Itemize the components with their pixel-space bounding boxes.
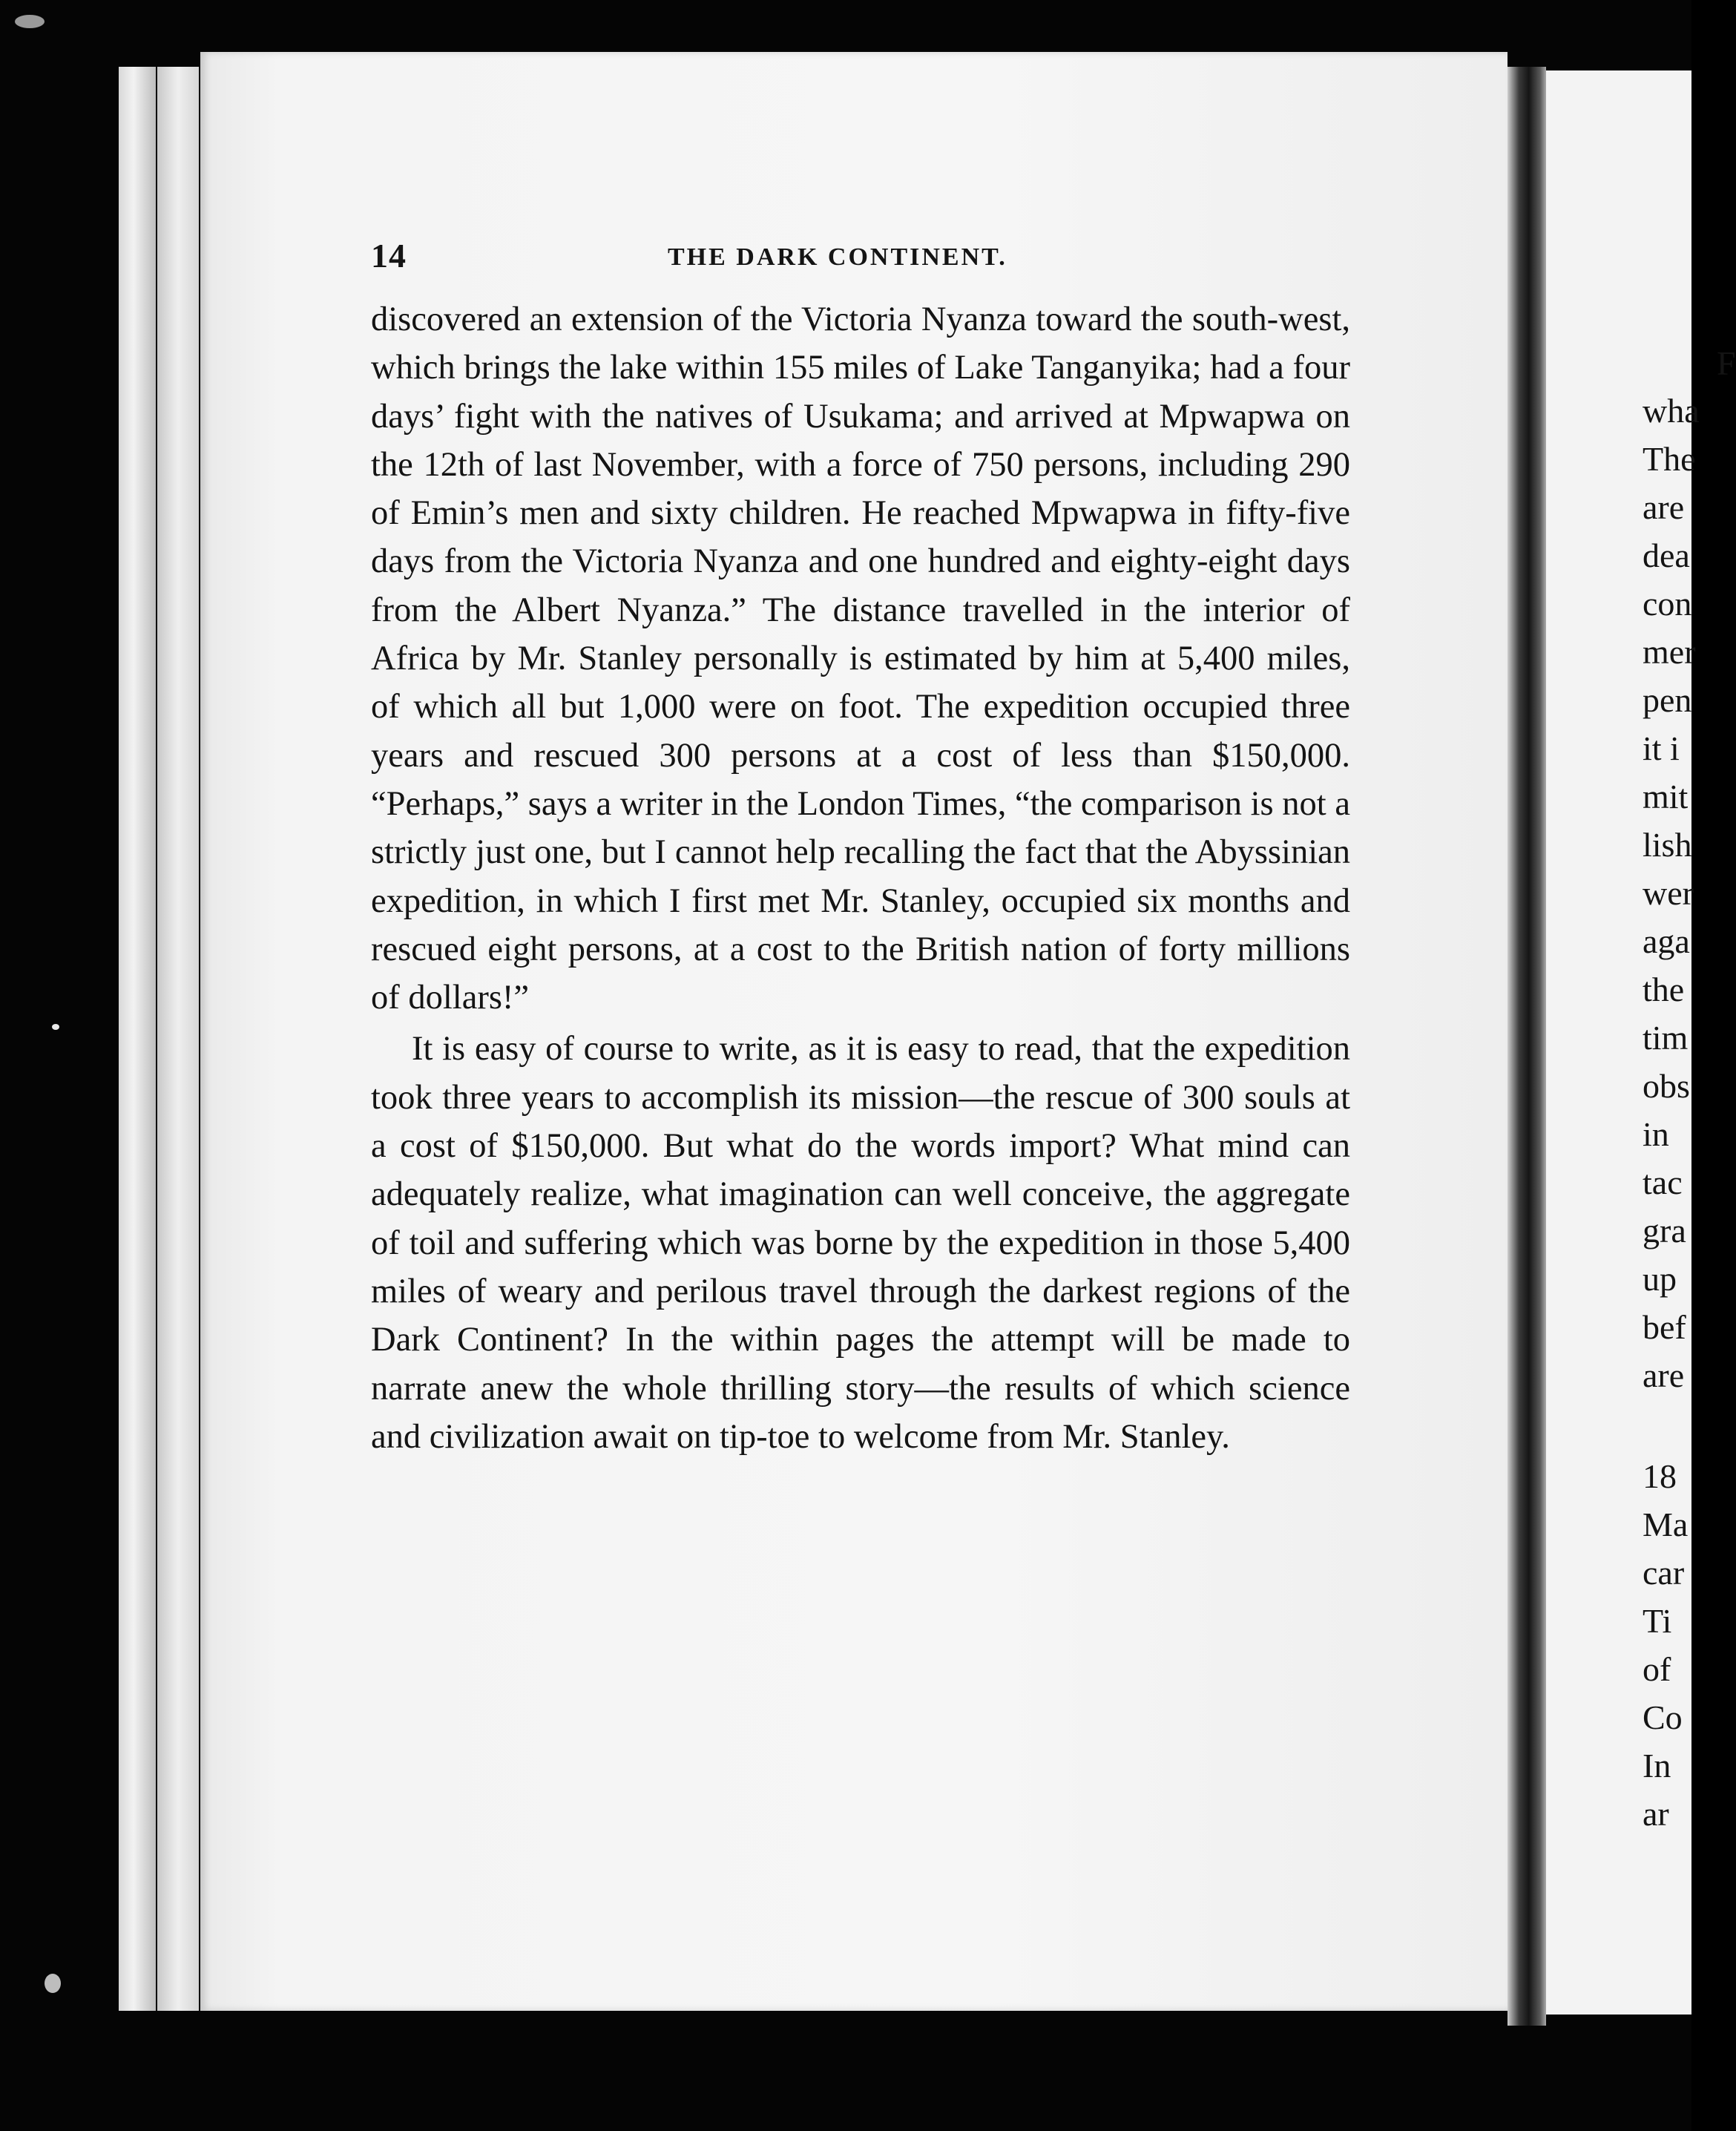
scan-speck	[45, 1974, 61, 1993]
text-fragment: obs	[1643, 1067, 1690, 1105]
text-fragment: F	[1717, 344, 1736, 382]
text-fragment: lish	[1643, 826, 1692, 864]
text-fragment: aga	[1643, 922, 1690, 960]
facing-page	[1546, 70, 1736, 2015]
text-fragment: Ma	[1643, 1506, 1689, 1543]
text-fragment: car	[1643, 1554, 1685, 1592]
text-fragment: con	[1643, 585, 1692, 623]
left-page	[200, 52, 1508, 2011]
text-fragment: mer	[1643, 633, 1696, 671]
text-fragment: tac	[1643, 1163, 1683, 1201]
text-fragment: mit	[1643, 778, 1689, 815]
book-gutter	[1508, 67, 1546, 2026]
text-fragment: are	[1643, 1356, 1685, 1394]
text-fragment: tim	[1643, 1019, 1689, 1057]
text-fragment: up	[1643, 1260, 1677, 1298]
paragraph: It is easy of course to write, as it is easy to read, that the expedition took three years to accomplish its mission—the rescue of 300 souls at a cost of $150,000. But what do the words import? What mind can adequately realize, what imagination can well conceive, the aggregate of toil and suffering which was borne by the expedition in those 5,400 miles of weary and perilous travel through the darkest regions of the Dark Continent? In the within pages the attempt will be made to narrate anew the whole thrilling story—the results of which science and civilization await on tip-toe to welcome from Mr. Stanley.	[371, 1030, 1350, 1456]
text-fragment: The	[1643, 440, 1696, 478]
text-fragment: pen	[1643, 681, 1692, 719]
scan-speck	[15, 15, 45, 28]
text-fragment: bef	[1643, 1308, 1686, 1346]
text-fragment: In	[1643, 1747, 1671, 1784]
text-fragment: are	[1643, 488, 1685, 526]
text-fragment: of	[1643, 1650, 1671, 1688]
text-fragment: Ti	[1643, 1602, 1672, 1640]
page-edge-strip	[157, 67, 199, 2011]
text-fragment: ar	[1643, 1795, 1669, 1833]
running-title: THE DARK CONTINENT.	[668, 243, 1007, 271]
text-fragment: dea	[1643, 536, 1690, 574]
text-fragment: 18	[1643, 1457, 1677, 1495]
page-number: 14	[371, 237, 407, 275]
scan-speck	[52, 1024, 59, 1030]
text-fragment: wha	[1643, 392, 1700, 430]
running-head	[371, 236, 1350, 295]
text-fragment: it i	[1643, 729, 1680, 767]
paragraph: discovered an extension of the Victoria Nyanza toward the south-west, which brings the lake within 155 miles of Lake Tanganyika; had a four days’ fight with the natives of Usukama; and arrived at Mpwapwa on the 12th of last November, with a force of 750 persons, including 290 of Emin’s men and sixty children. He reached Mpwapwa in fifty-five days from the Victoria Nyanza and one hundred and eighty-eight days from the Albert Nyanza.” The distance travelled in the interior of Africa by Mr. Stanley personally is estimated by him at 5,400 miles, of which all but 1,000 were on foot. The expedition occupied three years and rescued 300 persons at a cost of less than $150,000. “Perhaps,” says a writer in the London Times, “the comparison is not a strictly just one, but I cannot help recalling the fact that the Abyssinian expedition, in which I first met Mr. Stanley, occupied six months and rescued eight persons, at a cost to the British nation of forty millions of dollars!”	[371, 301, 1350, 1017]
text-fragment: Co	[1643, 1698, 1683, 1736]
text-fragment: the	[1643, 971, 1685, 1008]
body-text	[371, 295, 1350, 1461]
text-fragment: in	[1643, 1115, 1669, 1153]
page-content	[371, 236, 1350, 1461]
page-edge-strip	[119, 67, 156, 2011]
text-fragment: wer	[1643, 874, 1694, 912]
text-fragment: gra	[1643, 1212, 1686, 1250]
